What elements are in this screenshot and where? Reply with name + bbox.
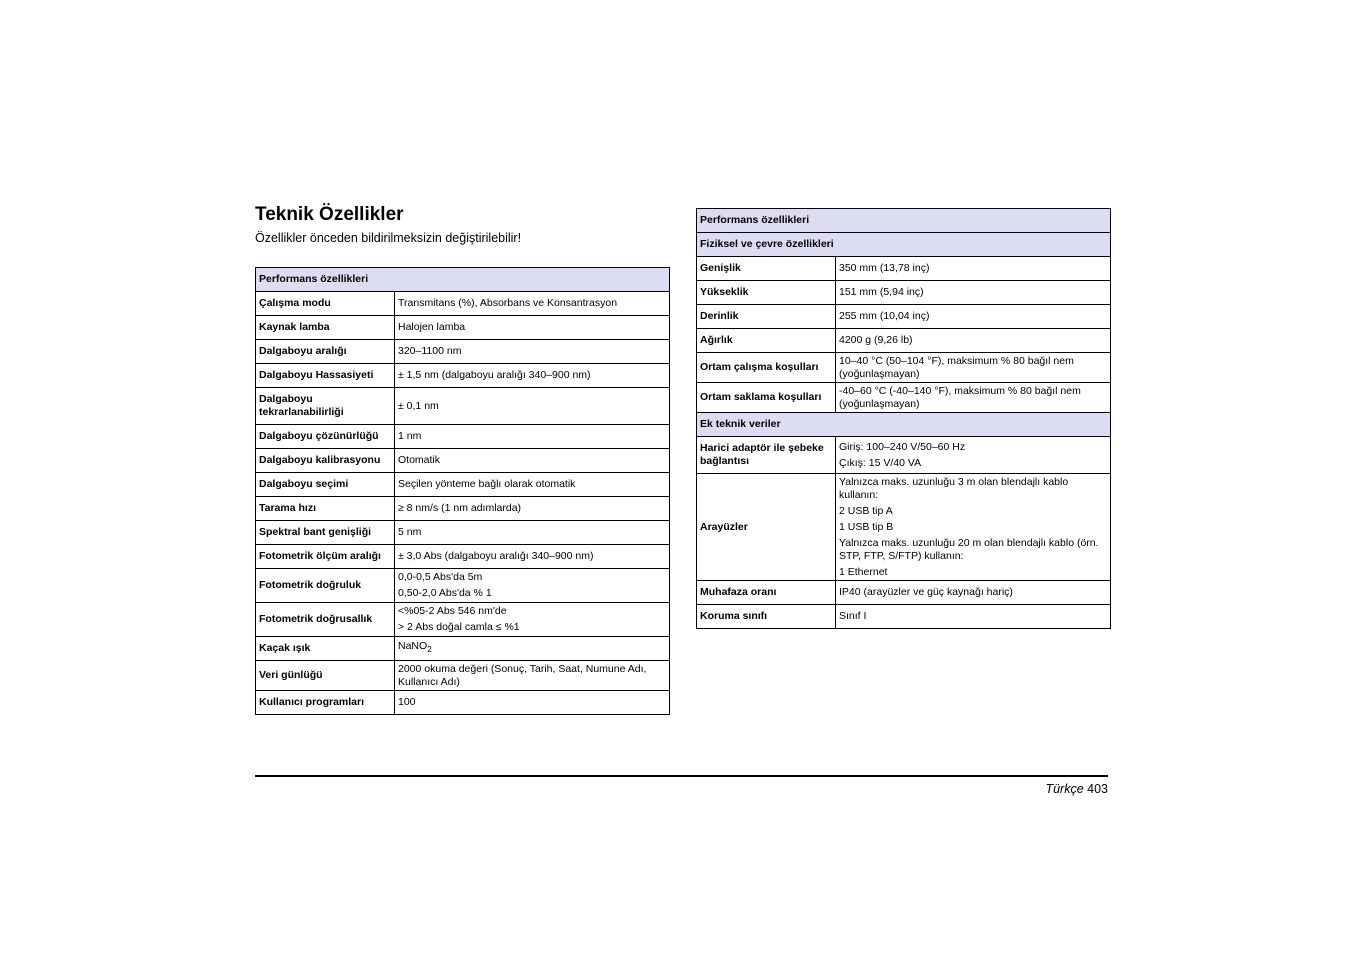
spec-value-line: 1 USB tip B bbox=[839, 520, 894, 533]
spec-value-line: ± 3,0 Abs (dalgaboyu aralığı 340–900 nm) bbox=[398, 550, 594, 562]
spec-value-line: 320–1100 nm bbox=[398, 345, 462, 357]
spec-value-line: 255 mm (10,04 inç) bbox=[839, 310, 930, 322]
spec-value-line: 100 bbox=[398, 696, 416, 708]
spec-value-line: ≥ 8 nm/s (1 nm adımlarda) bbox=[398, 502, 522, 514]
performance-section-header bbox=[697, 209, 1111, 233]
performance-spec-table bbox=[255, 267, 670, 715]
physical-section-header-label: Fiziksel ve çevre özellikleri bbox=[697, 233, 1111, 257]
spec-value-line: NaNO$_2$ bbox=[398, 640, 432, 655]
spec-value bbox=[395, 603, 670, 637]
spec-value-line: ± 1,5 nm (dalgaboyu aralığı 340–900 nm) bbox=[398, 369, 591, 381]
spec-row bbox=[256, 637, 670, 661]
spec-row bbox=[697, 257, 1111, 281]
spec-value-line: Giriş: 100–240 V/50–60 Hz bbox=[839, 440, 966, 453]
spec-value bbox=[395, 497, 670, 521]
spec-value bbox=[395, 637, 670, 661]
spec-row bbox=[256, 388, 670, 425]
spec-label: Ortam çalışma koşulları bbox=[697, 353, 836, 383]
spec-row bbox=[256, 569, 670, 603]
spec-row bbox=[256, 425, 670, 449]
spec-value-line: 151 mm (5,94 inç) bbox=[839, 286, 924, 298]
performance-section-header-label: Performans özellikleri bbox=[697, 209, 1111, 233]
spec-value bbox=[395, 473, 670, 497]
spec-label: Koruma sınıfı bbox=[697, 605, 836, 629]
spec-row bbox=[256, 497, 670, 521]
spec-row bbox=[697, 329, 1111, 353]
spec-value bbox=[836, 305, 1111, 329]
spec-label: Muhafaza oranı bbox=[697, 581, 836, 605]
spec-label: Fotometrik ölçüm aralığı bbox=[256, 545, 395, 569]
spec-value-line: 1 Ethernet bbox=[839, 565, 888, 578]
spec-value-line: <%05-2 Abs 546 nm'de bbox=[398, 605, 507, 617]
spec-label: Genişlik bbox=[697, 257, 836, 281]
spec-row bbox=[697, 605, 1111, 629]
spec-label: Çalışma modu bbox=[256, 292, 395, 316]
spec-value-line: Seçilen yönteme bağlı olarak otomatik bbox=[398, 478, 576, 490]
spec-value-line: ± 0,1 nm bbox=[398, 399, 439, 412]
spec-value-line: Yalnızca maks. uzunluğu 20 m olan blendajlı kablo (örn. STP, FTP, S/FTP) kullanın: bbox=[839, 536, 1099, 562]
spec-row bbox=[697, 474, 1111, 581]
spec-row bbox=[256, 364, 670, 388]
spec-row bbox=[697, 305, 1111, 329]
spec-row bbox=[256, 691, 670, 715]
spec-value bbox=[836, 257, 1111, 281]
spec-label: Dalgaboyu Hassasiyeti bbox=[256, 364, 395, 388]
spec-value bbox=[836, 437, 1111, 474]
spec-value-line: > 2 Abs doğal camla ≤ %1 bbox=[398, 621, 520, 633]
spec-label: Fotometrik doğruluk bbox=[256, 569, 395, 603]
spec-value bbox=[395, 292, 670, 316]
spec-value bbox=[836, 605, 1111, 629]
spec-row bbox=[256, 292, 670, 316]
spec-value-line: 0,50-2,0 Abs'da % 1 bbox=[398, 587, 492, 599]
spec-label: Tarama hızı bbox=[256, 497, 395, 521]
spec-label: Fotometrik doğrusallık bbox=[256, 603, 395, 637]
spec-label: Yükseklik bbox=[697, 281, 836, 305]
spec-value bbox=[836, 281, 1111, 305]
spec-value bbox=[395, 545, 670, 569]
footer-language: Türkçe bbox=[1045, 782, 1084, 796]
spec-row bbox=[697, 281, 1111, 305]
spec-value-line: 0,0-0,5 Abs'da 5m bbox=[398, 571, 483, 583]
spec-value bbox=[395, 425, 670, 449]
spec-row bbox=[697, 437, 1111, 474]
spec-row bbox=[256, 545, 670, 569]
spec-label: Kaçak ışık bbox=[256, 637, 395, 661]
spec-row bbox=[697, 383, 1111, 413]
spec-label: Dalgaboyu kalibrasyonu bbox=[256, 449, 395, 473]
spec-row bbox=[256, 316, 670, 340]
spec-row bbox=[697, 581, 1111, 605]
spec-row bbox=[256, 603, 670, 637]
page-title: Teknik Özellikler bbox=[255, 204, 404, 225]
spec-label: Derinlik bbox=[697, 305, 836, 329]
spec-row bbox=[256, 473, 670, 497]
spec-row bbox=[256, 661, 670, 691]
spec-value-line: 10–40 °C (50–104 °F), maksimum % 80 bağıl nem (yoğunlaşmayan) bbox=[839, 354, 1074, 380]
spec-value bbox=[395, 364, 670, 388]
spec-row bbox=[697, 353, 1111, 383]
spec-label: Dalgaboyu tekrarlanabilirliği bbox=[256, 388, 395, 425]
spec-value-line: Transmitans (%), Absorbans ve Konsantrasyon bbox=[398, 297, 618, 309]
spec-value-line: -40–60 °C (-40–140 °F), maksimum % 80 bağıl nem (yoğunlaşmayan) bbox=[839, 384, 1081, 410]
page-footer bbox=[1045, 782, 1108, 796]
spec-value bbox=[395, 340, 670, 364]
spec-label: Kaynak lamba bbox=[256, 316, 395, 340]
spec-value-line: 2000 okuma değeri (Sonuç, Tarih, Saat, Numune Adı, Kullanıcı Adı) bbox=[398, 662, 647, 688]
spec-label: Dalgaboyu çözünürlüğü bbox=[256, 425, 395, 449]
spec-value bbox=[395, 521, 670, 545]
spec-label: Dalgaboyu seçimi bbox=[256, 473, 395, 497]
spec-label: Ortam saklama koşulları bbox=[697, 383, 836, 413]
spec-value bbox=[395, 569, 670, 603]
spec-value bbox=[395, 691, 670, 715]
spec-value-line: Sınıf I bbox=[839, 610, 867, 622]
spec-row bbox=[256, 521, 670, 545]
spec-value bbox=[836, 353, 1111, 383]
spec-value bbox=[836, 474, 1111, 581]
spec-value bbox=[395, 661, 670, 691]
performance-section-header bbox=[256, 268, 670, 292]
spec-value-line: 5 nm bbox=[398, 526, 422, 538]
page-subtitle: Özellikler önceden bildirilmeksizin değiştirilebilir! bbox=[255, 231, 522, 245]
spec-value bbox=[836, 581, 1111, 605]
spec-value-line: 4200 g (9,26 lb) bbox=[839, 334, 913, 346]
extra-section-header-label: Ek teknik veriler bbox=[697, 413, 1111, 437]
spec-value-line: Yalnızca maks. uzunluğu 3 m olan blendajlı kablo kullanın: bbox=[839, 475, 1069, 501]
spec-value bbox=[395, 316, 670, 340]
physical-spec-table bbox=[696, 208, 1111, 629]
spec-label: Kullanıcı programları bbox=[256, 691, 395, 715]
spec-value bbox=[395, 388, 670, 425]
spec-label: Ağırlık bbox=[697, 329, 836, 353]
performance-section-header-label: Performans özellikleri bbox=[256, 268, 670, 292]
spec-value-line: IP40 (arayüzler ve güç kaynağı hariç) bbox=[839, 586, 1013, 598]
physical-section-header bbox=[697, 233, 1111, 257]
footer-page-number: 403 bbox=[1087, 782, 1108, 796]
spec-value-line: 1 nm bbox=[398, 430, 422, 442]
extra-section-header bbox=[697, 413, 1111, 437]
spec-label: Harici adaptör ile şebeke bağlantısı bbox=[697, 437, 836, 474]
spec-value-line: Çıkış: 15 V/40 VA bbox=[839, 456, 922, 469]
spec-value bbox=[395, 449, 670, 473]
spec-value-line: Halojen lamba bbox=[398, 321, 466, 333]
spec-label: Dalgaboyu aralığı bbox=[256, 340, 395, 364]
spec-value bbox=[836, 329, 1111, 353]
spec-value-line: 350 mm (13,78 inç) bbox=[839, 262, 930, 274]
spec-value bbox=[836, 383, 1111, 413]
spec-value-line: 2 USB tip A bbox=[839, 504, 893, 517]
spec-label: Spektral bant genişliği bbox=[256, 521, 395, 545]
spec-label: Veri günlüğü bbox=[256, 661, 395, 691]
spec-value-line: Otomatik bbox=[398, 454, 441, 466]
spec-row bbox=[256, 449, 670, 473]
spec-row bbox=[256, 340, 670, 364]
spec-label: Arayüzler bbox=[697, 474, 836, 581]
footer-rule bbox=[255, 775, 1108, 777]
